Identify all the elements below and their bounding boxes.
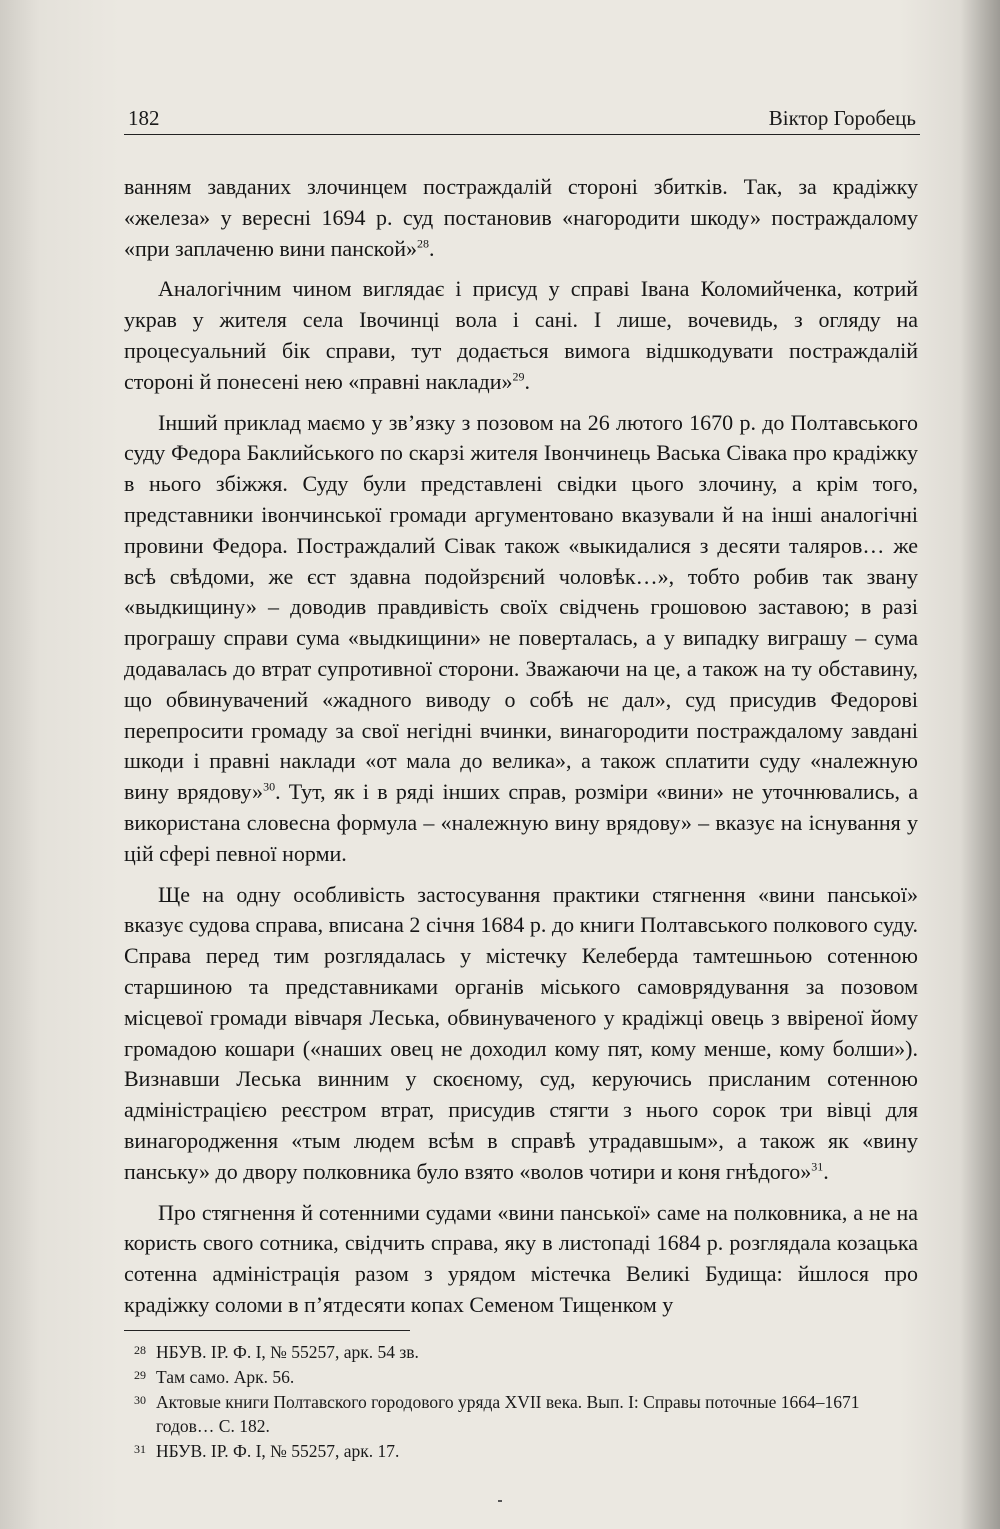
body-text xyxy=(124,172,918,1331)
paragraph-text: Інший приклад маємо у зв’язку з позовом на 26 лютого 1670 р. до Полтавського суду Федора Баклийського по скарзі жителя Івончинець Васька Сівака про крадіжку в нього збіжжя. Суду були представлені свідки цього злочину, а крім того, представники івончинської громади аргументовано вказували й на інші аналогічні провини Федора. Постраждалий Сівак також «выкидалися з десяти таляров… же всѣ свѣдоми, же єст здавна подойзрєний чоловѣк…», тобто робив так звану «выдкищину» – доводив правдивість своїх свідчень грошовою заставою; в разі програшу справи сума «выдкищини» не поверталась, а у випадку виграшу – сума додавалась до втрат супротивної сторони. Зважаючи на це, а також на ту обставину, що обвинувачений «жадного виводу о собѣ нє дал», суд присудив Федорові перепросити громаду за свої негідні вчинки, винагородити постраждалому завдані шкоди і правні наклади «от мала до велика», а також сплатити суду «належную вину врядову» xyxy=(124,409,918,805)
running-header-author: Віктор Горобець xyxy=(768,106,916,130)
footnote-ref: 28 xyxy=(417,236,430,251)
footnote-text: Актовые книги Полтавского городового уряда XVII века. Вып. I: Справы поточные 1664–1671 годов… С. 182. xyxy=(156,1392,860,1436)
paragraph xyxy=(124,408,918,870)
paragraph-text: ванням завданих злочинцем постраждалій стороні збитків. Так, за крадіжку «железа» у вересні 1694 р. суд постановив «нагородити шкоду» постраждалому «при заплаченю вини панской» xyxy=(124,174,918,261)
page-number: 182 xyxy=(128,106,160,130)
footnote-ref: 31 xyxy=(811,1159,824,1174)
paragraph-text: Про стягнення й сотенними судами «вини панської» саме на полковника, а не на користь свого сотника, свідчить справа, яку в листопаді 1684 р. розглядала козацька сотенна адміністрація разом з урядом містечка Великі Будища: йшлося про крадіжку соломи в п’ятдесяти копах Семеном Тищенком у xyxy=(124,1199,918,1317)
footnote xyxy=(124,1340,918,1364)
footnote xyxy=(124,1439,918,1463)
footnote-ref: 29 xyxy=(512,369,525,384)
footnote-number: 29 xyxy=(134,1368,146,1382)
paragraph-text: . xyxy=(524,368,531,394)
footnotes xyxy=(124,1340,918,1464)
paragraph-text: Аналогічним чином виглядає і присуд у справі Івана Коломийченка, котрий украв у жителя села Івочинці вола і сані. І лише, вочевидь, з огляду на процесуальний бік справи, тут додається вимога відшкодувати постраждалій стороні й понесені нею «правні наклади» xyxy=(124,276,918,394)
paragraph xyxy=(124,880,918,1188)
print-speck xyxy=(498,1500,502,1502)
footnote-number: 28 xyxy=(134,1343,146,1357)
binding-shadow xyxy=(960,0,1000,1529)
footnote-number: 31 xyxy=(134,1442,146,1456)
paragraph-text: Ще на одну особливість застосування практики стягнення «вини панської» вказує судова справа, вписана 2 січня 1684 р. до книги Полтавського полкового суду. Справа перед тим розглядалась у містечку Келеберда тамтешньою сотенною старшиною та представниками органів міського самоврядування за позовом місцевої громади вівчаря Леська, обвинуваченого у крадіжці овець з ввіреної йому громадою кошари («наших овец не доходил кому пят, кому менше, кому болши»). Визнавши Леська винним у скоєному, суд, керуючись присланим сотенною адміністрацією реєстром втрат, присудив стягти з нього сорок три вівці для винагородження «тым людем всѣм в справѣ утрадавшым», а також як «вину панську» до двору полковника було взято «волов чотири и коня гнѣдого» xyxy=(124,881,918,1184)
paragraph xyxy=(124,1198,918,1321)
paragraph xyxy=(124,172,918,264)
paragraph-text: . Тут, як і в ряді інших справ, розміри «вини» не уточнювались, а використана словесна формула – «належную вину врядову» – вказує на існування у цій сфері певної норми. xyxy=(124,779,919,866)
footnote-text: НБУВ. ІР. Ф. І, № 55257, арк. 54 зв. xyxy=(156,1342,419,1362)
paragraph xyxy=(124,274,918,397)
paragraph-text: . xyxy=(823,1158,829,1184)
footnote-separator xyxy=(124,1330,410,1331)
footnote xyxy=(124,1390,918,1438)
paragraph-text: . xyxy=(429,235,435,261)
footnote-ref: 30 xyxy=(263,779,276,794)
running-header xyxy=(124,104,920,135)
footnote xyxy=(124,1365,918,1389)
footnote-text: НБУВ. ІР. Ф. І, № 55257, арк. 17. xyxy=(156,1441,400,1461)
footnote-number: 30 xyxy=(134,1393,146,1407)
footnote-text: Там само. Арк. 56. xyxy=(156,1367,295,1387)
